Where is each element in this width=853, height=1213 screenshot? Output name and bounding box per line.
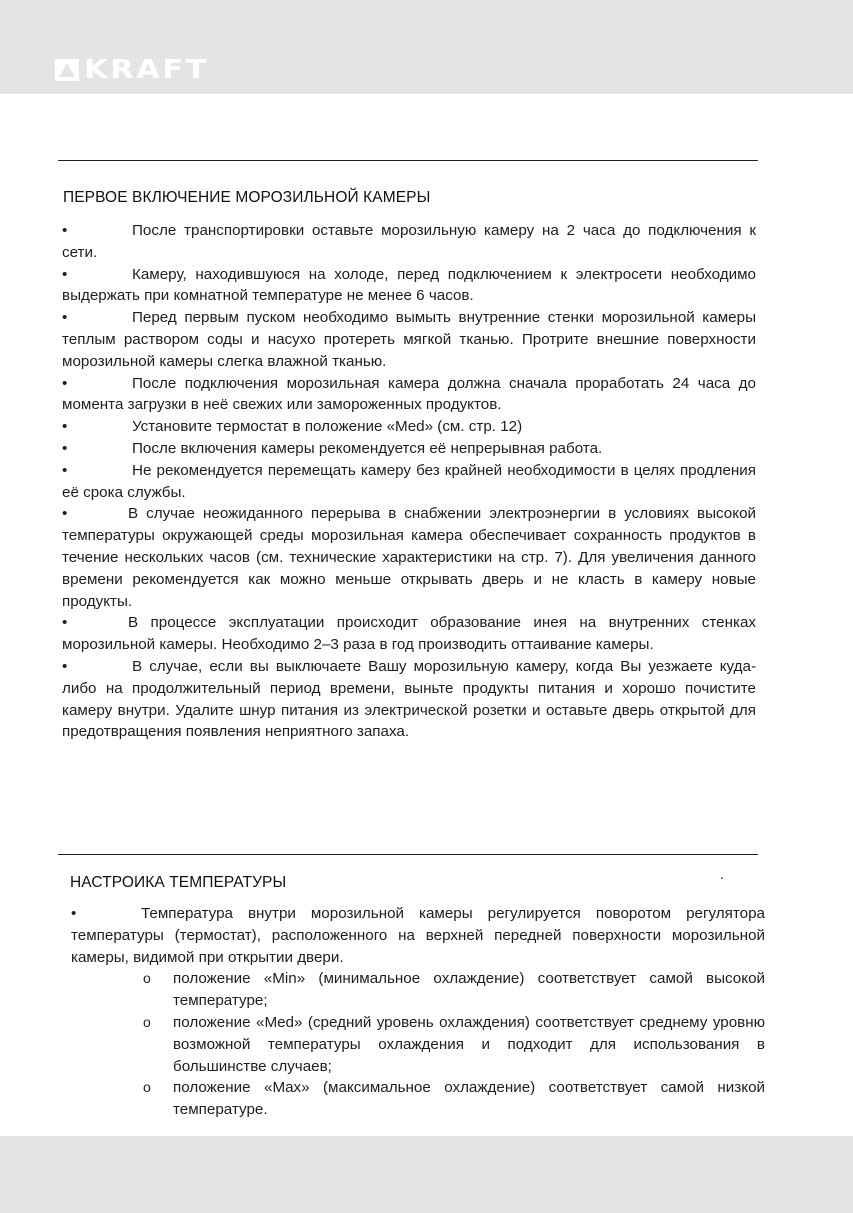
bullet-icon: • (62, 418, 68, 436)
list-item (62, 416, 756, 438)
bullet-icon: • (62, 374, 68, 392)
sub-list-item (71, 1012, 765, 1077)
stray-mark: . (720, 866, 724, 882)
list-item (62, 612, 756, 656)
section-title-first-start: ПЕРВОЕ ВКЛЮЧЕНИЕ МОРОЗИЛЬНОЙ КАМЕРЫ (63, 189, 431, 206)
bullet-icon: • (62, 461, 68, 479)
list-item-text: Температура внутри морозильной камеры регулируется поворотом регулятора температуры (термостат), расположенного на верхней передней поверхности морозильной камеры, видимой при открытии двери. (71, 905, 765, 966)
list-item (62, 373, 756, 417)
section-divider (58, 854, 758, 855)
list-item (62, 503, 756, 612)
section-divider (58, 160, 758, 161)
list-item (62, 460, 756, 504)
list-item-text: Камеру, находившуюся на холоде, перед подключением к электросети необходимо выдержать при комнатной температуре не менее 6 часов. (62, 265, 756, 305)
bullet-icon: • (71, 905, 77, 922)
list-item-text: После подключения морозильная камера должна сначала проработать 24 часа до момента загрузки в неё свежих или замороженных продуктов. (62, 374, 756, 414)
list-item-text: Не рекомендуется перемещать камеру без крайней необходимости в целях продления её срока службы. (62, 461, 756, 501)
circle-bullet-icon: o (143, 970, 151, 987)
temperature-list (71, 903, 765, 1121)
bullet-icon: • (62, 309, 68, 327)
sub-list-item-text: положение «Max» (максимальное охлаждение) соответствует самой низкой температуре. (173, 1079, 765, 1119)
list-item-text: В случае неожиданного перерыва в снабжении электроэнергии в условиях высокой температуры окружающей среды морозильная камера обеспечивает сохранность продуктов в течение нескольких часов (см. технические характеристики на стр. 7). Для увеличения данного времени рекомендуется как можно меньше открывать дверь и не класть в камеру новые продукты. (62, 505, 756, 610)
sub-list-item (71, 1077, 765, 1121)
list-item-text: Перед первым пуском необходимо вымыть внутренние стенки морозильной камеры теплым раствором соды и насухо протереть мягкой тканью. Протрите внешние поверхности морозильной камеры слегка влажной тканью. (62, 309, 756, 370)
list-item-text: В процессе эксплуатации происходит образование инея на внутренних стенках морозильной камеры. Необходимо 2–3 раза в год производить оттаивание камеры. (62, 614, 756, 654)
list-item (62, 307, 756, 372)
list-item-text: Установите термостат в положение «Med» (см. стр. 12) (132, 418, 523, 436)
sub-list-item (71, 968, 765, 1012)
bullet-icon: • (62, 657, 68, 675)
list-item-text: После транспортировки оставьте морозильную камеру на 2 часа до подключения к сети. (62, 222, 756, 261)
footer-band (0, 1136, 853, 1213)
list-item (62, 220, 756, 264)
bullet-icon: • (62, 265, 68, 283)
list-item-text: После включения камеры рекомендуется её непрерывная работа. (132, 439, 603, 457)
bullet-icon: • (62, 439, 68, 457)
brand-logo (55, 55, 209, 85)
list-item (71, 903, 765, 968)
list-item (62, 264, 756, 308)
list-item (62, 438, 756, 460)
bullet-icon: • (62, 614, 68, 632)
list-item-text: В случае, если вы выключаете Вашу морозильную камеру, когда Вы уезжаете куда-либо на продолжительный период времени, выньте продукты питания и хорошо почистите камеру внутри. Удалите шнур питания из электрической розетки и оставьте дверь открытой для предотвращения появления неприятного запаха. (62, 657, 756, 741)
bullet-icon: • (62, 222, 68, 239)
circle-bullet-icon: o (143, 1013, 151, 1030)
kraft-logo-icon (55, 59, 79, 81)
sub-list-item-text: положение «Min» (минимальное охлаждение) соответствует самой высокой температуре; (173, 970, 765, 1010)
bullet-icon: • (62, 505, 68, 523)
brand-name: KRAFT (84, 55, 209, 85)
circle-bullet-icon: o (143, 1079, 151, 1096)
list-item (62, 656, 756, 743)
sub-list-item-text: положение «Med» (средний уровень охлаждения) соответствует среднему уровню возможной температуры охлаждения и подходит для использования в большинстве случаев; (173, 1013, 765, 1075)
section-title-temperature: НАСТРОИКА ТЕМПЕРАТУРЫ (70, 874, 287, 891)
first-start-list (62, 220, 756, 743)
